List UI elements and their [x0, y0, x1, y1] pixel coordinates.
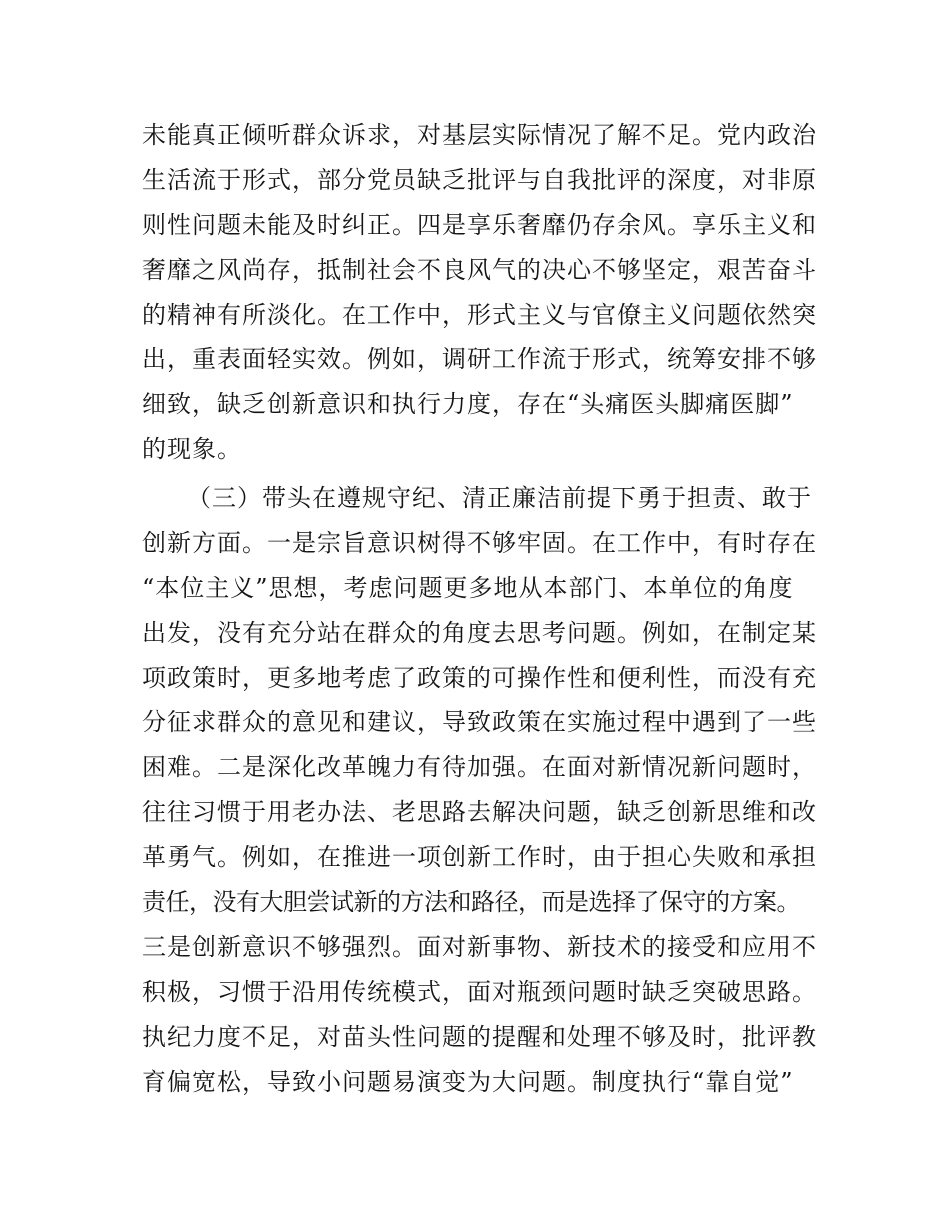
- text-line: 出，重表面轻实效。例如，调研工作流于形式，统筹安排不够: [142, 345, 817, 374]
- text-line: 未能真正倾听群众诉求，对基层实际情况了解不足。党内政治: [142, 121, 817, 149]
- text-line: 革勇气。例如，在推进一项创新工作时，由于担心失败和承担: [142, 843, 817, 872]
- text-line: 分征求群众的意见和建议，导致政策在实施过程中遇到了一些: [142, 708, 817, 737]
- text-line: 出发，没有充分站在群众的角度去思考问题。例如，在制定某: [142, 618, 817, 647]
- text-line: 三是创新意识不够强烈。面对新事物、新技术的接受和应用不: [142, 932, 817, 961]
- text-line: 的精神有所淡化。在工作中，形式主义与官僚主义问题依然突: [142, 300, 817, 329]
- text-line: 则性问题未能及时纠正。四是享乐奢靡仍存余风。享乐主义和: [142, 210, 817, 239]
- text-line: 执纪力度不足，对苗头性问题的提醒和处理不够及时，批评教: [142, 1022, 817, 1051]
- text-line: 困难。二是深化改革魄力有待加强。在面对新情况新问题时，: [142, 753, 817, 782]
- section-three-paragraph: [142, 476, 817, 1104]
- text-line: 奢靡之风尚存，抵制社会不良风气的决心不够坚定，艰苦奋斗: [142, 255, 817, 284]
- text-line: 育偏宽松，导致小问题易演变为大问题。制度执行“靠自觉”: [142, 1067, 794, 1096]
- text-line: 责任，没有大胆尝试新的方法和路径，而是选择了保守的方案。: [142, 888, 800, 917]
- text-line: 创新方面。一是宗旨意识树得不够牢固。在工作中，有时存在: [142, 528, 817, 557]
- text-line: “本位主义”思想，考虑问题更多地从本部门、本单位的角度: [142, 573, 794, 602]
- text-line: 生活流于形式，部分党员缺乏批评与自我批评的深度，对非原: [142, 165, 817, 194]
- text-line: 往往习惯于用老办法、老思路去解决问题，缺乏创新思维和改: [142, 798, 817, 827]
- paragraph-continued: [142, 113, 817, 472]
- text-line: 项政策时，更多地考虑了政策的可操作性和便利性，而没有充: [142, 663, 817, 692]
- section-heading-line: （三）带头在遵规守纪、清正廉洁前提下勇于担责、敢于: [187, 484, 812, 512]
- text-line: 的现象。: [142, 435, 242, 464]
- text-line: 细致，缺乏创新意识和执行力度，存在“头痛医头脚痛医脚”: [142, 390, 794, 419]
- text-line: 积极，习惯于沿用传统模式，面对瓶颈问题时缺乏突破思路。: [142, 977, 817, 1006]
